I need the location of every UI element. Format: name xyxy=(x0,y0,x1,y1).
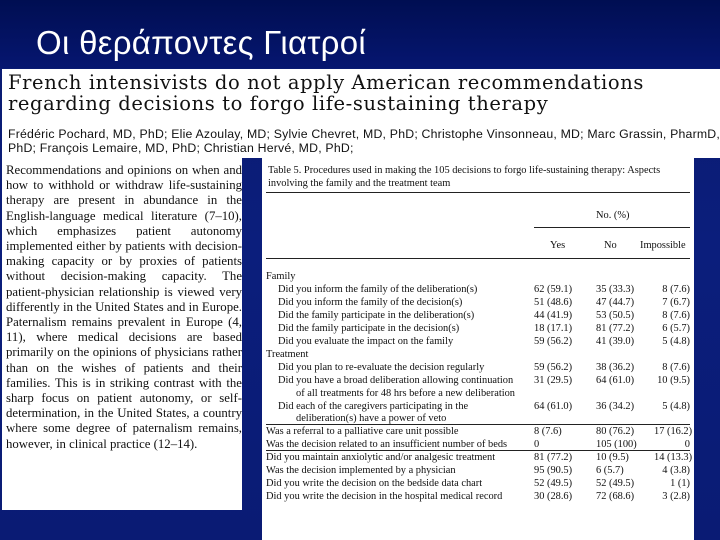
table-row xyxy=(262,322,694,335)
column-header-yes: Yes xyxy=(550,240,566,251)
cell-impossible: 8 (7.6) xyxy=(662,283,690,295)
row-label: Was a referral to a palliative care unit possible xyxy=(266,426,459,438)
cell-no: 10 (9.5) xyxy=(596,452,629,464)
table-row xyxy=(262,361,694,374)
cell-no: 6 (5.7) xyxy=(596,465,624,477)
cell-no: 38 (36.2) xyxy=(596,361,635,373)
slide-title: Οι θεράποντες Γιατροί xyxy=(36,24,367,61)
cell-impossible: 5 (4.8) xyxy=(662,400,690,412)
cell-yes: 31 (29.5) xyxy=(534,374,573,386)
cell-yes: 52 (49.5) xyxy=(534,478,573,490)
row-label: Did you write the decision in the hospital medical record xyxy=(266,491,503,503)
table-row xyxy=(262,477,694,490)
group-header-rule xyxy=(534,227,690,228)
cell-yes: 64 (61.0) xyxy=(534,400,573,412)
article-authors: Frédéric Pochard, MD, PhD; Elie Azoulay, MD; Sylvie Chevret, MD, PhD; Christophe Vinsonneau, MD; Marc Grassin, PharmD, PhD; François Lemaire, MD, PhD; Christian Hervé, MD, PhD; xyxy=(8,127,720,155)
table-row xyxy=(262,283,694,296)
row-label: Did you maintain anxiolytic and/or analgesic treatment xyxy=(266,452,496,464)
row-label: Did each of the caregivers participating in the xyxy=(278,400,469,412)
cell-impossible: 14 (13.3) xyxy=(654,452,693,464)
table-row xyxy=(262,348,694,361)
cell-yes: 51 (48.6) xyxy=(534,296,573,308)
article-title: French intensivists do not apply American recommendations regarding decisions to forgo life-sustaining therapy xyxy=(8,71,644,115)
cell-impossible: 8 (7.6) xyxy=(662,309,690,321)
cell-no: 53 (50.5) xyxy=(596,309,635,321)
cell-impossible: 1 (1) xyxy=(670,478,690,490)
table-caption: Table 5. Procedures used in making the 105 decisions to forgo life-sustaining therapy: Aspects involving the family and the treatment team xyxy=(268,165,661,189)
cell-no: 35 (33.3) xyxy=(596,283,635,295)
cell-impossible: 6 (5.7) xyxy=(662,322,690,334)
cell-yes: 95 (90.5) xyxy=(534,465,573,477)
table-row xyxy=(262,309,694,322)
cell-impossible: 10 (9.5) xyxy=(657,374,690,386)
cell-no: 105 (100) xyxy=(596,439,637,451)
cell-yes: 59 (56.2) xyxy=(534,335,573,347)
column-header-no: No xyxy=(604,240,617,251)
cell-yes: 8 (7.6) xyxy=(534,426,562,438)
row-label: Did the family participate in the deliberation(s) xyxy=(278,309,475,321)
table-row xyxy=(262,387,694,400)
row-label: Did you inform the family of the decision(s) xyxy=(278,296,463,308)
article-body-clipping xyxy=(2,158,242,510)
cell-yes: 81 (77.2) xyxy=(534,452,573,464)
cell-yes: 18 (17.1) xyxy=(534,322,573,334)
row-label: Did you have a broad deliberation allowing continuation xyxy=(278,374,514,386)
row-label: Treatment xyxy=(266,348,309,360)
row-label: Did you evaluate the impact on the family xyxy=(278,335,454,347)
cell-impossible: 5 (4.8) xyxy=(662,335,690,347)
cell-yes: 44 (41.9) xyxy=(534,309,573,321)
article-body-text: Recommendations and opinions on when and how to withhold or withdraw life-sustaining therapy are present in abundance in the English-language medical literature (7–10), which emphasizes patient autonomy implemented either by patients with decision-making capacity or by proxies of patients without decision-making capacity. The patient-physician relationship is viewed very differently in the United States and in Europe. Paternalism remains prevalent in Europe (4, 11), where medical decisions are based primarily on the opinions of physicians rather than on the wishes of patients and their families. This is in striking contrast with the sharp focus on patient autonomy, or self-determination, in the United States, a country where some degree of paternalism remains, however, in clinical practice (12–14). xyxy=(6,163,242,451)
table-row xyxy=(262,451,694,464)
cell-impossible: 17 (16.2) xyxy=(654,426,693,438)
row-label: Did you write the decision on the bedside data chart xyxy=(266,478,483,490)
table-top-rule xyxy=(266,192,690,193)
cell-no: 81 (77.2) xyxy=(596,322,635,334)
table-row xyxy=(262,335,694,348)
table-row xyxy=(262,490,694,503)
column-header-rule xyxy=(266,258,690,259)
cell-impossible: 7 (6.7) xyxy=(662,296,690,308)
cell-yes: 0 xyxy=(534,439,540,451)
group-header: No. (%) xyxy=(596,210,630,221)
row-label: Did the family participate in the decision(s) xyxy=(278,322,460,334)
cell-no: 80 (76.2) xyxy=(596,426,635,438)
row-label: Did you inform the family of the deliberation(s) xyxy=(278,283,478,295)
table-row xyxy=(262,270,694,283)
cell-no: 41 (39.0) xyxy=(596,335,635,347)
row-label: Family xyxy=(266,271,296,282)
cell-no: 47 (44.7) xyxy=(596,296,635,308)
table-row xyxy=(262,296,694,309)
column-header-impossible: Impossible xyxy=(640,240,686,251)
cell-no: 52 (49.5) xyxy=(596,478,635,490)
row-label: Did you plan to re-evaluate the decision regularly xyxy=(278,361,485,373)
table-row xyxy=(262,425,694,438)
cell-yes: 30 (28.6) xyxy=(534,491,573,503)
row-label: Was the decision related to an insufficient number of beds xyxy=(266,439,508,451)
cell-impossible: 3 (2.8) xyxy=(662,491,690,503)
row-label: Was the decision implemented by a physician xyxy=(266,465,456,477)
table-row xyxy=(262,400,694,413)
article-header-clipping xyxy=(2,69,720,158)
cell-yes: 59 (56.2) xyxy=(534,361,573,373)
cell-impossible: 4 (3.8) xyxy=(662,465,690,477)
row-label: deliberation(s) have a power of veto xyxy=(296,413,447,425)
table-row xyxy=(262,464,694,477)
cell-impossible: 0 xyxy=(684,439,690,451)
cell-no: 64 (61.0) xyxy=(596,374,635,386)
cell-impossible: 8 (7.6) xyxy=(662,361,690,373)
table-row xyxy=(262,374,694,387)
cell-yes: 62 (59.1) xyxy=(534,283,573,295)
cell-no: 36 (34.2) xyxy=(596,400,635,412)
row-label: of all treatments for 48 hrs before a new deliberation xyxy=(296,387,515,399)
cell-no: 72 (68.6) xyxy=(596,491,635,503)
table-clipping xyxy=(262,158,694,540)
